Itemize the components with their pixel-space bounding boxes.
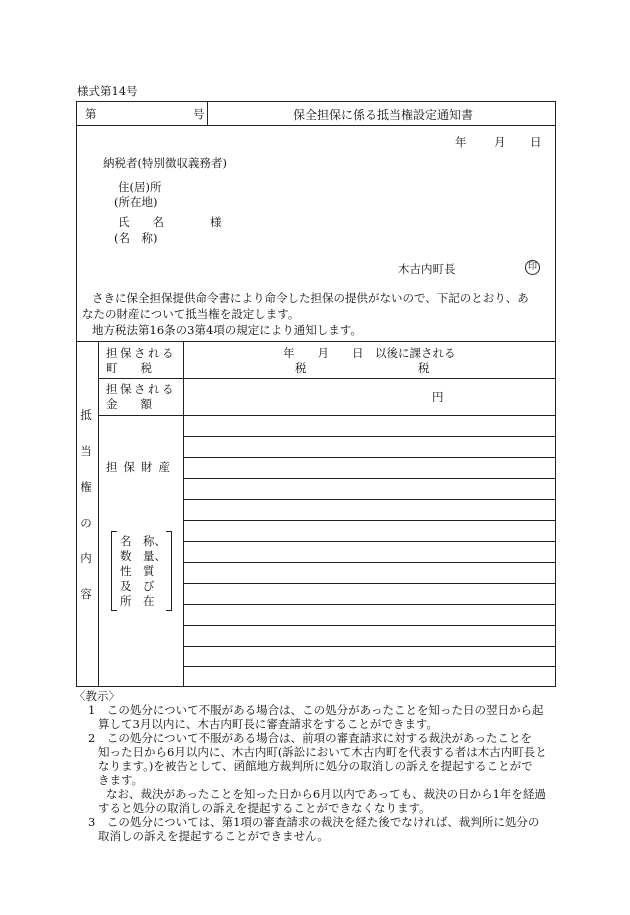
form-number: 様式第14号 [77, 84, 138, 98]
notice-item-2-line-3: なります。)を被告として、函館地方裁判所に処分の取消しの訴えを提起することがで [98, 759, 533, 773]
right-bracket [166, 531, 172, 611]
notice-item-2-line-1: 2 この処分について不服がある場合は、前項の審査請求に対する裁決があったことを [88, 731, 532, 745]
property-item: 所 在 [120, 594, 155, 608]
seal-stamp: 印 [525, 260, 540, 275]
side-label-char: 当 [80, 444, 92, 458]
body-text-line-3: 地方税法第16条の3第4項の規定により通知します。 [92, 323, 362, 337]
notice-item-1-line-2: 算して3月以内に、木古内町長に審査請求をすることができます。 [98, 717, 438, 731]
row2-label-line-2: 金 額 [106, 397, 152, 411]
notice-heading: 〈教示〉 [74, 689, 120, 703]
notice-item-2-note-line-2: すると処分の取消しの訴えを提起することができなくなります。 [98, 801, 431, 815]
notice-item-3-line-2: 取消しの訴えを提起することができません。 [98, 829, 329, 843]
row2-label-line-1: 担保される [106, 382, 176, 396]
document-title: 保全担保に係る抵当権設定通知書 [293, 108, 474, 122]
property-item: 名 称、 [120, 534, 166, 548]
side-label-char: 抵 [80, 408, 92, 422]
row3-label: 担保財産 [106, 460, 176, 474]
address-alt-label: (所在地) [114, 195, 158, 209]
row1-tax-a: 税 [295, 361, 307, 375]
side-label-char: の [80, 516, 92, 530]
notice-item-2-line-2: 知った日から6月以内に、木古内町(訴訟において木古内町を代表する者は木古内町長と [98, 745, 547, 759]
notice-item-3-line-1: 3 この処分については、第1項の審査請求の裁決を経た後でなければ、裁判所に処分の [88, 815, 540, 829]
property-item: 性 質 [120, 564, 155, 578]
row1-value-line-1: 年 月 日 以後に課される [283, 346, 456, 360]
row1-label-line-1: 担保される [106, 346, 176, 360]
property-item: 及 び [120, 579, 155, 593]
date-month: 月 [494, 135, 506, 149]
body-text-line-2: なたの財産について抵当権を設定します。 [82, 307, 300, 321]
date-year: 年 [455, 135, 467, 149]
notice-item-1-line-1: 1 この処分について不服がある場合は、この処分があったことを知った日の翌日から起 [88, 703, 544, 717]
notice-item-2-note-line-1: なお、裁決があったことを知った日から6月以内であっても、裁決の日から1年を経過 [106, 787, 546, 801]
left-bracket [111, 531, 117, 611]
taxpayer-heading: 納税者(特別徴収義務者) [103, 156, 227, 170]
issuer-title: 木古内町長 [398, 262, 456, 276]
doc-number-suffix: 号 [193, 107, 205, 121]
amount-unit-yen: 円 [432, 390, 444, 404]
date-day: 日 [530, 135, 542, 149]
name-honorific: 様 [210, 215, 222, 229]
notice-item-2-line-4: きます。 [98, 773, 144, 787]
body-text-line-1: さきに保全担保提供命令書により命令した担保の提供がないので、下記のとおり、あ [92, 291, 529, 305]
row1-tax-b: 税 [418, 361, 430, 375]
doc-number-prefix: 第 [85, 107, 97, 121]
side-label-char: 権 [80, 480, 92, 494]
property-item: 数 量、 [120, 549, 166, 563]
address-label: 住(居)所 [118, 180, 162, 194]
name-alt-label: (名 称) [114, 231, 158, 245]
side-label-char: 内 [80, 551, 92, 565]
side-label-char: 容 [80, 587, 92, 601]
row1-label-line-2: 町 税 [106, 361, 152, 375]
name-label: 氏 名 [118, 215, 164, 229]
